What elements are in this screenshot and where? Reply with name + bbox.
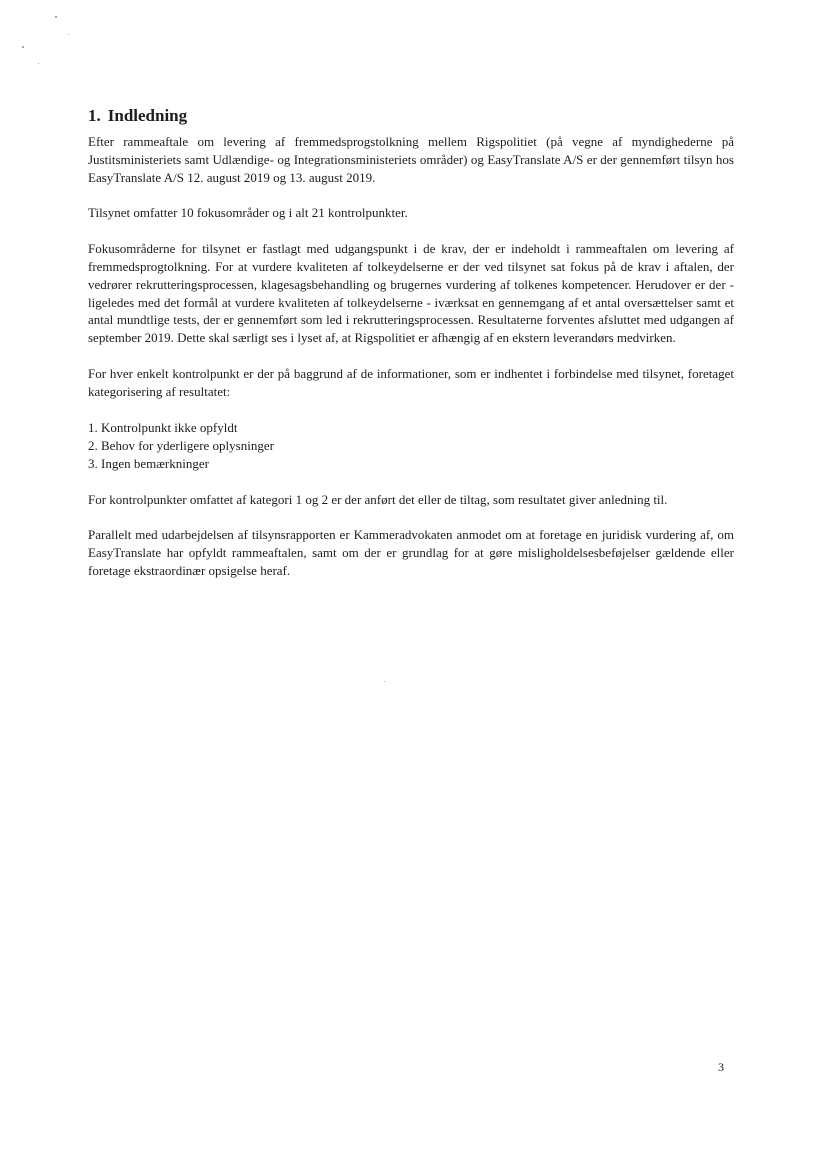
scan-speck — [38, 63, 39, 64]
document-body — [88, 104, 734, 598]
intro-paragraph: Efter rammeaftale om levering af fremmedsprogstolkning mellem Rigspolitiet (på vegne af myndighederne på Justitsministeriets samt Udlændige- og Integrationsministeriets områder) og EasyTranslate A/S er der gennemført tilsyn hos EasyTranslate A/S 12. august 2019 og 13. august 2019. — [88, 134, 734, 185]
page-number: 3 — [718, 1060, 724, 1074]
list-item: 3. Ingen bemærkninger — [88, 455, 209, 471]
focus-areas-paragraph: Fokusområderne for tilsynet er fastlagt med udgangspunkt i de krav, der er indeholdt i rammeaftalen om levering af fremmedsprogtolkning. For at vurdere kvaliteten af tolkeydelserne er der ved tilsynet sat fokus på de krav i aftalen, der vedrører rekrutteringsprocessen, klagesagsbehandling og brugernes vurdering af tolkenes kompetencer. Herudover er der - ligeledes med det formål at vurdere kvaliteten af tolkeydelserne - iværksat en gennemgang af et antal oversættelser samt et antal mundtlige tests, der er gennemført som led i rekrutteringsprocessen. Resultaterne forventes afsluttet med udgangen af september 2019. Dette skal særligt ses i lyset af, at Rigspolitiet er afhængig af en ekstern leverandørs medvirken. — [88, 241, 734, 346]
legal-review-paragraph: Parallelt med udarbejdelsen af tilsynsrapporten er Kammeradvokaten anmodet om at foretage en juridisk vurdering af, om EasyTranslate har opfyldt rammeaftalen, samt om der er grundlag for at gøre misligholdelsesbeføjelser gældende eller foretage ekstraordinær opsigelse heraf. — [88, 527, 734, 578]
section-heading — [88, 104, 734, 128]
scan-speck — [384, 681, 385, 682]
actions-paragraph: For kontrolpunkter omfattet af kategori 1 og 2 er der anført det eller de tiltag, som resultatet giver anledning til. — [88, 491, 668, 507]
scan-speck — [55, 16, 57, 18]
category-list — [88, 419, 734, 473]
scan-speck — [68, 34, 69, 35]
section-number: 1. — [88, 106, 101, 125]
list-item: 2. Behov for yderligere oplysninger — [88, 437, 274, 453]
categorisation-paragraph: For hver enkelt kontrolpunkt er der på baggrund af de informationer, som er indhentet i forbindelse med tilsynet, foretaget kategorisering af resultatet: — [88, 365, 734, 399]
section-title: Indledning — [107, 106, 188, 125]
scope-paragraph: Tilsynet omfatter 10 fokusområder og i alt 21 kontrolpunkter. — [88, 205, 408, 221]
scan-speck — [22, 46, 24, 48]
list-item: 1. Kontrolpunkt ikke opfyldt — [88, 419, 238, 435]
